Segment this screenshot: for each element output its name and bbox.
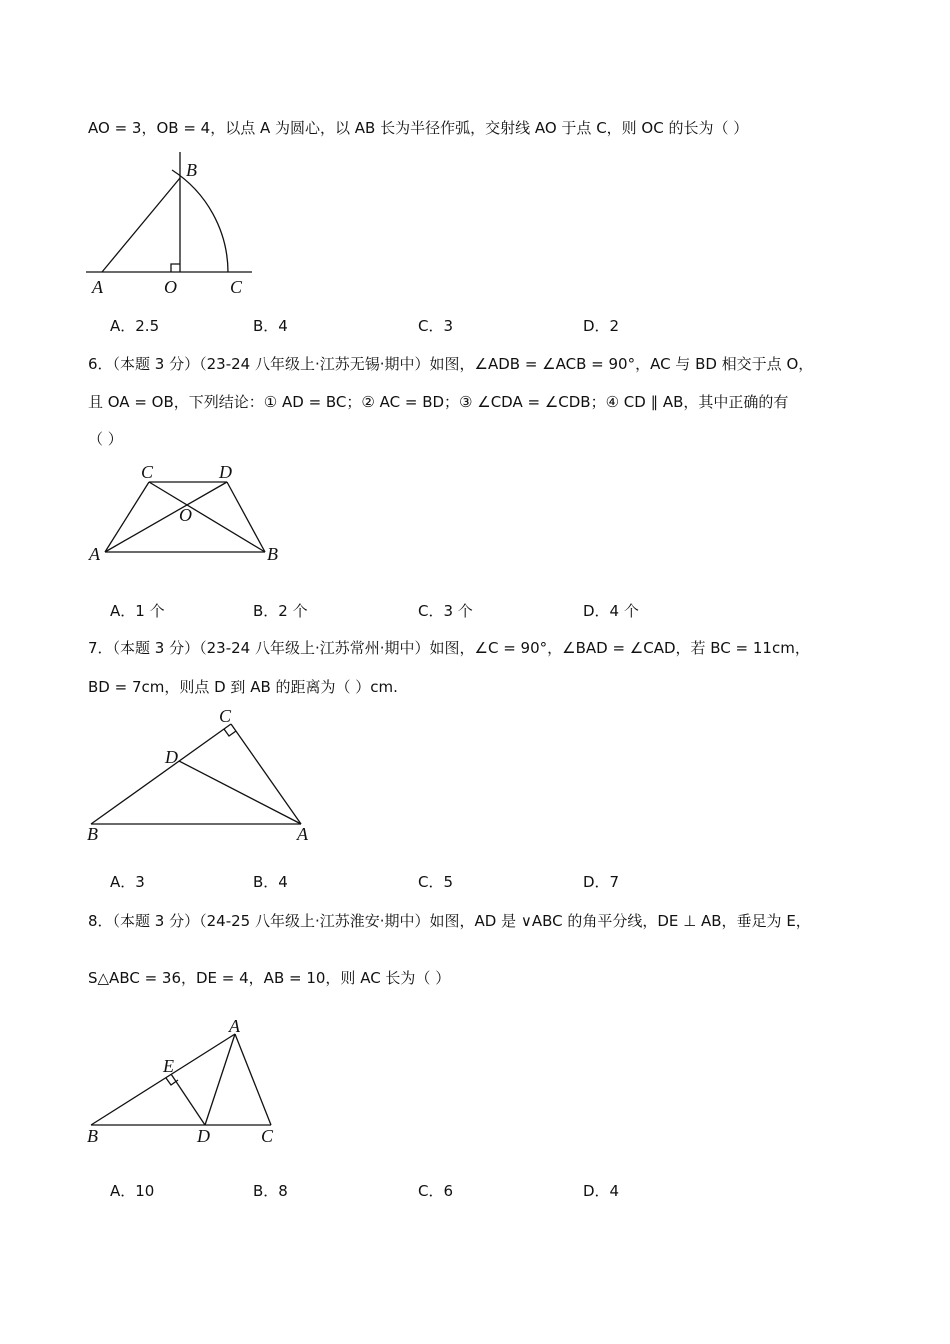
q7-option-a[interactable]: A．3 [110, 873, 145, 891]
q5-option-a[interactable]: A．2.5 [110, 317, 160, 335]
q6-label-a: A [89, 544, 100, 564]
q6-figure [85, 460, 285, 565]
q7-right-angle-mark [224, 729, 236, 736]
q6-line-3: （ ） [88, 430, 123, 448]
q7-label-b: B [87, 824, 98, 844]
q6-label-c: C [141, 462, 154, 482]
q8-line-2: S△ABC = 36，DE = 4，AB = 10，则 AC 长为（ ） [88, 969, 451, 987]
q8-segment-ad [205, 1034, 235, 1125]
q8-label-c: C [261, 1126, 274, 1146]
q7-segment-bc [91, 724, 231, 824]
q5-label-c: C [230, 277, 243, 297]
q5-option-b[interactable]: B．4 [253, 317, 288, 335]
q7-segment-ad [179, 761, 301, 824]
q7-line-1: 7．（本题 3 分）（23-24 八年级上·江苏常州·期中）如图，∠C = 90°，∠BAD = ∠CAD，若 BC = 11cm， [88, 639, 810, 657]
q7-option-c[interactable]: C．5 [418, 873, 454, 891]
q5-segment-ab [102, 178, 180, 272]
q5-label-o: O [164, 277, 177, 297]
q6-segment-ac [105, 482, 149, 552]
q7-line-2: BD = 7cm，则点 D 到 AB 的距离为（ ）cm. [88, 678, 398, 696]
q5-label-a: A [92, 277, 103, 297]
q6-option-a[interactable]: A．1 个 [110, 602, 165, 620]
q6-label-b: B [267, 544, 278, 564]
q5-text: AO = 3，OB = 4，以点 A 为圆心，以 AB 长为半径作弧，交射线 AO 于点 C，则 OC 的长为（ ） [88, 119, 749, 137]
q6-label-d: D [219, 462, 232, 482]
q7-figure [85, 706, 325, 846]
q7-label-c: C [219, 706, 232, 726]
q8-option-d[interactable]: D．4 [583, 1182, 620, 1200]
q5-right-angle-mark [171, 264, 180, 272]
q7-label-a: A [297, 824, 308, 844]
q8-right-angle-mark [166, 1078, 178, 1085]
q8-label-a: A [229, 1016, 240, 1036]
q6-option-c[interactable]: C．3 个 [418, 602, 473, 620]
q8-segment-ac [235, 1034, 271, 1125]
q7-option-b[interactable]: B．4 [253, 873, 288, 891]
q5-option-d[interactable]: D．2 [583, 317, 620, 335]
q8-figure [85, 1012, 285, 1152]
q7-label-d: D [165, 747, 178, 767]
q7-option-d[interactable]: D．7 [583, 873, 620, 891]
q5-figure [80, 148, 260, 298]
q7-segment-ca [231, 724, 301, 824]
q6-line-2: 且 OA = OB，下列结论：① AD = BC；② AC = BD；③ ∠CDA = ∠CDB；④ CD ∥ AB，其中正确的有 [88, 393, 789, 411]
q6-option-d[interactable]: D．4 个 [583, 602, 639, 620]
q6-option-b[interactable]: B．2 个 [253, 602, 308, 620]
q8-line-1: 8．（本题 3 分）（24-25 八年级上·江苏淮安·期中）如图，AD 是 ∨ABC 的角平分线，DE ⊥ AB，垂足为 E， [88, 912, 811, 930]
q8-label-e: E [163, 1056, 174, 1076]
q8-option-c[interactable]: C．6 [418, 1182, 454, 1200]
q5-option-c[interactable]: C．3 [418, 317, 454, 335]
q8-segment-ba [91, 1034, 235, 1125]
q8-option-b[interactable]: B．8 [253, 1182, 288, 1200]
q6-label-o: O [179, 505, 192, 525]
q5-label-b: B [186, 160, 197, 180]
q8-option-a[interactable]: A．10 [110, 1182, 155, 1200]
q6-line-1: 6．（本题 3 分）（23-24 八年级上·江苏无锡·期中）如图，∠ADB = ∠ACB = 90°，AC 与 BD 相交于点 O， [88, 355, 814, 373]
q8-label-b: B [87, 1126, 98, 1146]
q6-segment-bd [227, 482, 265, 552]
q8-label-d: D [197, 1126, 210, 1146]
